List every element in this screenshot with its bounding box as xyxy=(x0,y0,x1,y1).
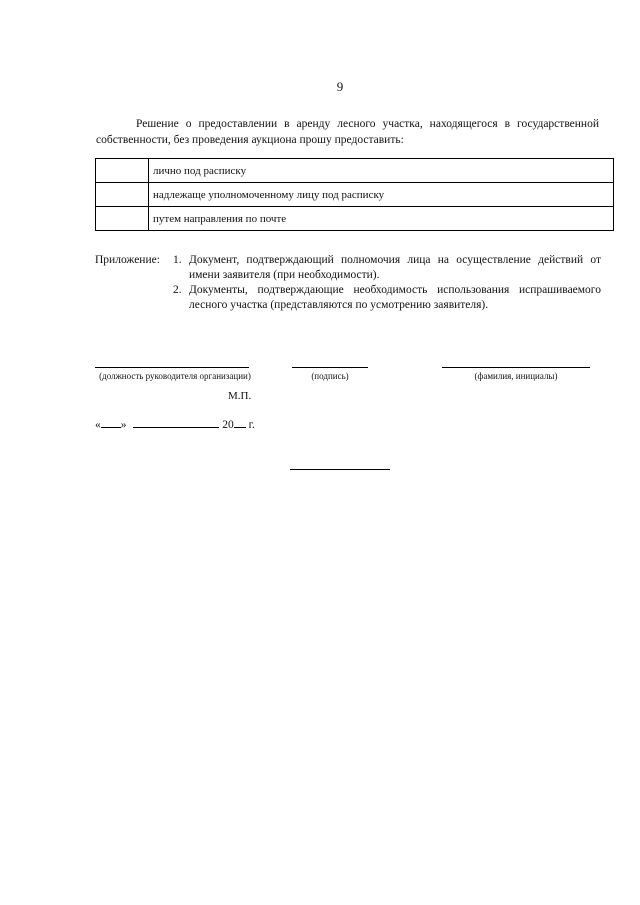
appendix-item-text: Документы, подтверждающие необходимость использования испрашиваемого лесного участка (представляются по усмотрению заявителя). xyxy=(189,284,601,311)
date-open-quote: « xyxy=(95,419,101,431)
page-number: 9 xyxy=(336,79,344,94)
option-label: лично под расписку xyxy=(149,159,614,183)
appendix-item-number: 2. xyxy=(173,284,182,296)
position-line[interactable] xyxy=(95,367,249,368)
year-suffix: г. xyxy=(248,419,255,431)
stamp-place: М.П. xyxy=(228,390,252,402)
table-row xyxy=(96,207,614,231)
year-prefix: 20 xyxy=(222,419,234,431)
appendix-item xyxy=(173,283,601,313)
date-close-quote: » xyxy=(120,419,127,431)
name-caption: (фамилия, инициалы) xyxy=(474,371,558,381)
option-checkbox-cell[interactable] xyxy=(96,207,149,231)
appendix-item-text: Документ, подтверждающий полномочия лица на осуществление действий от имени заявителя (при необходимости). xyxy=(189,254,601,281)
option-checkbox-cell[interactable] xyxy=(96,183,149,207)
option-checkbox-cell[interactable] xyxy=(96,159,149,183)
intro-paragraph: Решение о предоставлении в аренду лесного участка, находящегося в государственной собственности, без проведения аукциона прошу предоставить: xyxy=(96,118,599,146)
day-field[interactable] xyxy=(101,417,121,428)
end-divider xyxy=(290,469,390,470)
option-label: надлежаще уполномоченному лицу под расписку xyxy=(149,183,614,207)
appendix-item xyxy=(173,253,601,283)
signature-line[interactable] xyxy=(292,367,368,368)
position-caption: (должность руководителя организации) xyxy=(99,371,251,381)
year-field[interactable] xyxy=(234,417,246,428)
name-line[interactable] xyxy=(442,367,590,368)
appendix-item-number: 1. xyxy=(173,254,182,266)
table-row xyxy=(96,183,614,207)
date-line xyxy=(95,417,255,431)
option-label: путем направления по почте xyxy=(149,207,614,231)
signature-caption: (подпись) xyxy=(311,371,349,381)
month-field[interactable] xyxy=(133,417,219,428)
appendix xyxy=(95,253,601,313)
table-row xyxy=(96,159,614,183)
appendix-label: Приложение: xyxy=(95,254,160,266)
delivery-options-table xyxy=(95,158,614,231)
